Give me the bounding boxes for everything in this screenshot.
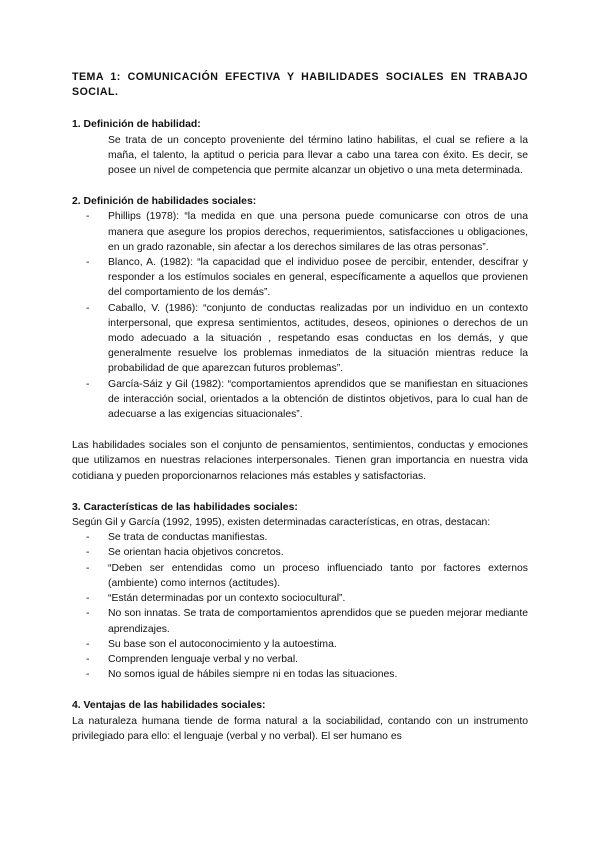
list-item: - Se trata de conductas manifiestas.	[72, 530, 528, 545]
section-4-heading: 4. Ventajas de las habilidades sociales:	[72, 700, 266, 712]
characteristics-list	[72, 530, 528, 682]
list-item: - Comprenden lenguaje verbal y no verbal.	[72, 652, 528, 667]
section-3-intro: Según Gil y García (1992, 1995), existen determinadas características, en otras, destacan:	[72, 517, 491, 529]
section-4-body: La naturaleza humana tiende de forma natural a la sociabilidad, contando con un instrumento privilegiado para ello: el lenguaje (verbal y no verbal). El ser humano es	[72, 715, 528, 742]
section-2-paragraph: Las habilidades sociales son el conjunto de pensamientos, sentimientos, conductas y emociones que utilizamos en nuestras relaciones interpersonales. Tienen gran importancia en nuestra vida cotidiana y pueden proporcionarnos relaciones más estables y satisfactorias.	[72, 440, 528, 482]
definitions-list	[72, 209, 528, 422]
list-item: - Su base son el autoconocimiento y la autoestima.	[72, 637, 528, 652]
list-item: - “Deben ser entendidas como un proceso influenciado tanto por factores externos (ambiente) como internos (actitudes).	[72, 561, 528, 591]
section-3-heading: 3. Características de las habilidades sociales:	[72, 501, 298, 513]
list-item: - “Están determinadas por un contexto sociocultural”.	[72, 591, 528, 606]
section-1-body: Se trata de un concepto proveniente del término latino habilitas, el cual se refiere a la maña, el talento, la aptitud o pericia para llevar a cabo una tarea con éxito. Es decir, se posee un nivel de competencia que permite alcanzar un objetivo o una meta determinada.	[108, 134, 528, 177]
section-2-heading: 2. Definición de habilidades sociales:	[72, 196, 257, 208]
list-item: - Se orientan hacia objetivos concretos.	[72, 545, 528, 560]
section-1-heading: 1. Definición de habilidad:	[72, 119, 201, 131]
list-item: - Caballo, V. (1986): “conjunto de conductas realizadas por un individuo en un contexto interpersonal, que expresa sentimientos, actitudes, deseos, opiniones o derechos de un modo adecuado a la situación , respetando esas conductas en los demás, y que generalmente resuelve los problemas inmediatos de la situación mientras reduce la probabilidad de que aparezcan futuros problemas”.	[72, 301, 528, 377]
list-item: - No son innatas. Se trata de comportamientos aprendidos que se pueden mejorar mediante aprendizajes.	[72, 606, 528, 636]
list-item: - García-Sáiz y Gil (1982): “comportamientos aprendidos que se manifiestan en situaciones de interacción social, orientados a la obtención de distintos objetivos, para lo cual han de adecuarse a las exigencias situacionales”.	[72, 377, 528, 423]
list-item: - No somos igual de hábiles siempre ni en todas las situaciones.	[72, 667, 528, 682]
document-title: TEMA 1: COMUNICACIÓN EFECTIVA Y HABILIDADES SOCIALES EN TRABAJO SOCIAL.	[72, 71, 528, 99]
list-item: - Phillips (1978): “la medida en que una persona puede comunicarse con otros de una manera que asegure los propios derechos, requerimientos, satisfacciones u obligaciones, en un grado razonable, sin afectar a los derechos similares de las otras personas”.	[72, 209, 528, 255]
list-item: - Blanco, A. (1982): “la capacidad que el individuo posee de percibir, entender, descifrar y responder a los estímulos sociales en general, específicamente a aquellos que provienen del comportamiento de los demás”.	[72, 255, 528, 301]
